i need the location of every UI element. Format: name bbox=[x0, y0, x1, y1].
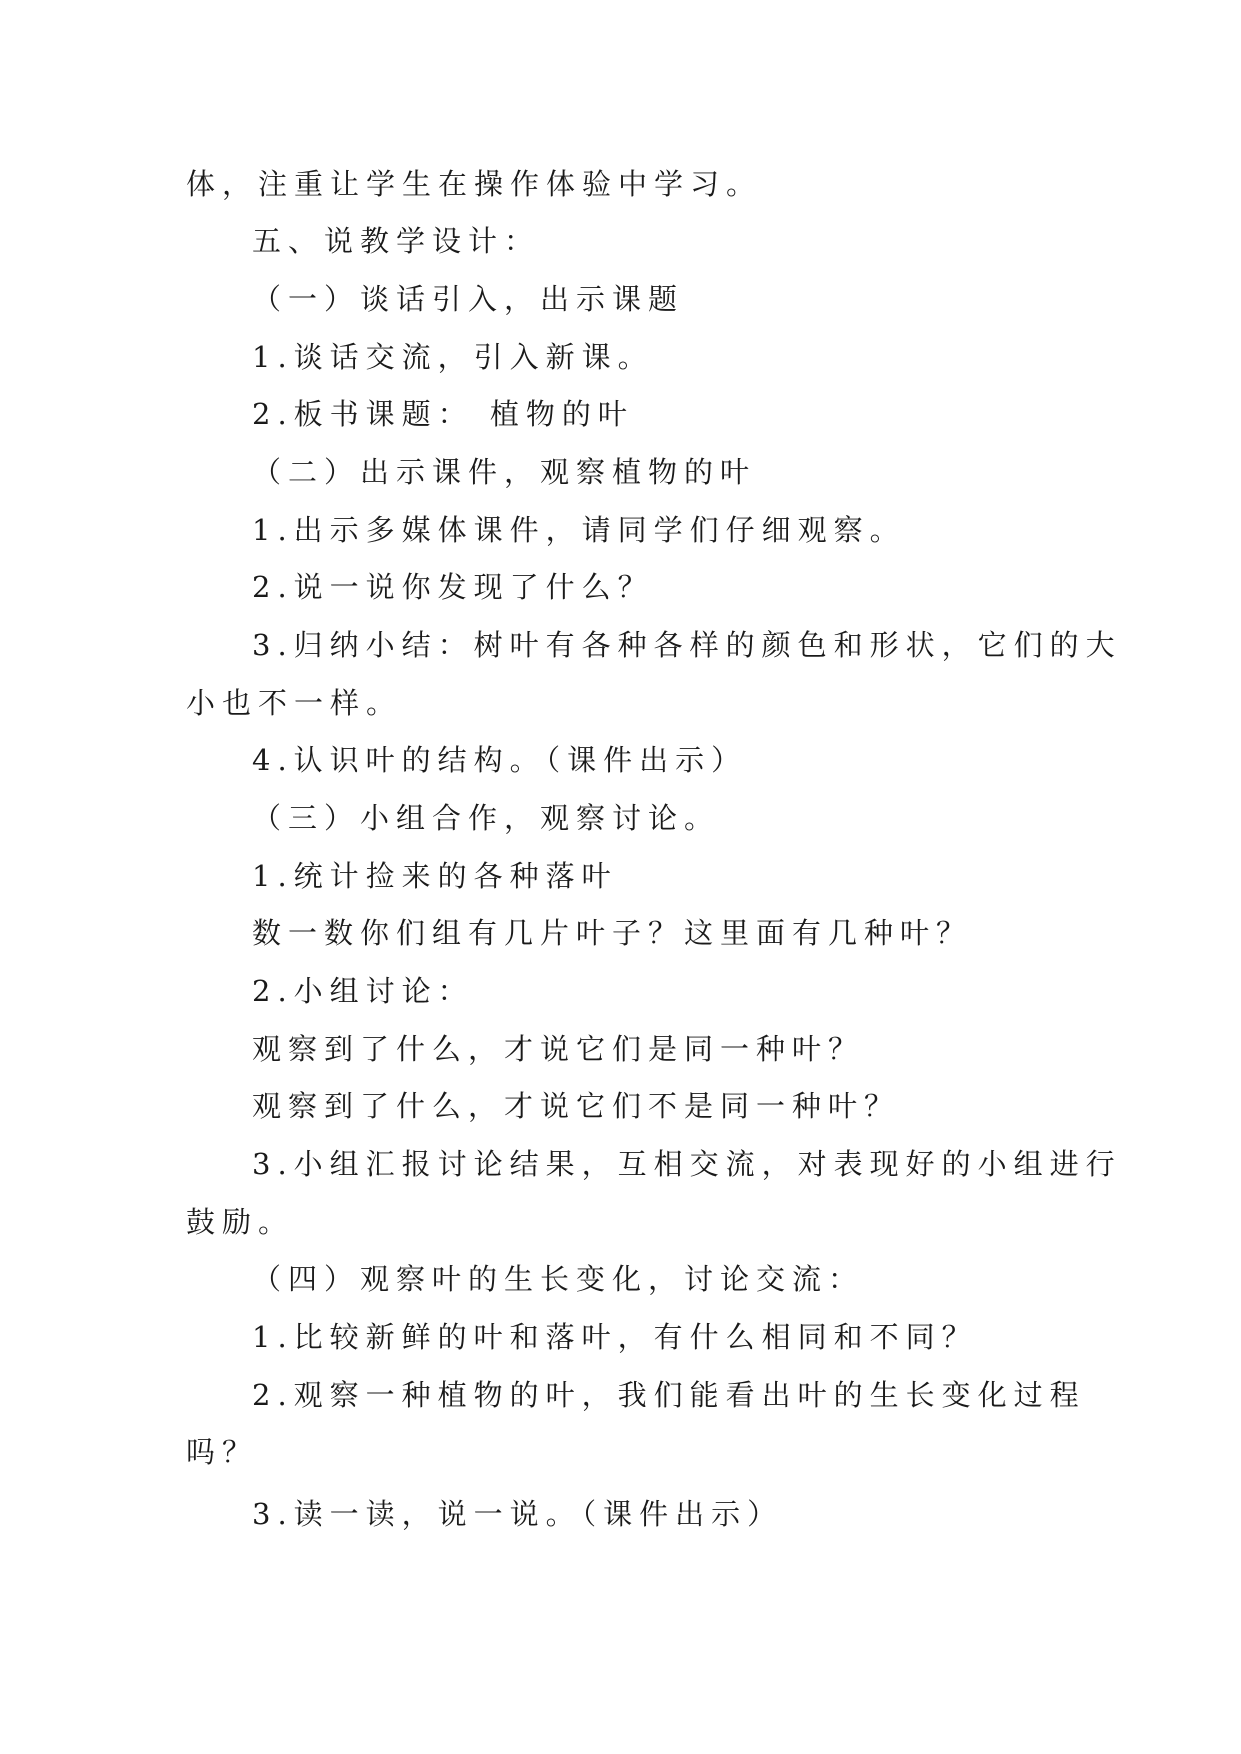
text-line: 2.观察一种植物的叶，我们能看出叶的生长变化过程 bbox=[252, 1378, 1086, 1412]
text-line: 2.说一说你发现了什么？ bbox=[252, 570, 654, 604]
text-line: 观察到了什么，才说它们是同一种叶？ bbox=[252, 1032, 865, 1066]
text-line: 体，注重让学生在操作体验中学习。 bbox=[186, 167, 763, 201]
text-line: 鼓励。 bbox=[186, 1205, 295, 1239]
text-line: 2.板书课题： 植物的叶 bbox=[252, 397, 634, 431]
text-line: 1.出示多媒体课件，请同学们仔细观察。 bbox=[252, 513, 906, 547]
subsection-heading: （一）谈话引入，出示课题 bbox=[252, 282, 685, 316]
text-line: 3.归纳小结：树叶有各种各样的颜色和形状，它们的大 bbox=[252, 628, 1122, 662]
section-heading: 五、说教学设计： bbox=[252, 224, 541, 258]
text-line: 3.读一读，说一说。（课件出示） bbox=[252, 1497, 784, 1531]
text-line: 3.小组汇报讨论结果，互相交流，对表现好的小组进行 bbox=[252, 1147, 1122, 1181]
text-line: 2.小组讨论： bbox=[252, 974, 474, 1008]
text-line: 1.谈话交流，引入新课。 bbox=[252, 340, 654, 374]
text-line: 4.认识叶的结构。（课件出示） bbox=[252, 743, 748, 777]
text-line: 吗？ bbox=[186, 1435, 259, 1469]
subsection-heading: （四）观察叶的生长变化，讨论交流： bbox=[252, 1262, 865, 1296]
text-line: 观察到了什么，才说它们不是同一种叶？ bbox=[252, 1089, 901, 1123]
subsection-heading: （三）小组合作，观察讨论。 bbox=[252, 801, 721, 835]
text-line: 小也不一样。 bbox=[186, 686, 403, 720]
text-line: 1.比较新鲜的叶和落叶，有什么相同和不同？ bbox=[252, 1320, 978, 1354]
text-line: 1.统计捡来的各种落叶 bbox=[252, 859, 618, 893]
text-line: 数一数你们组有几片叶子？这里面有几种叶？ bbox=[252, 916, 973, 950]
subsection-heading: （二）出示课件，观察植物的叶 bbox=[252, 455, 757, 489]
